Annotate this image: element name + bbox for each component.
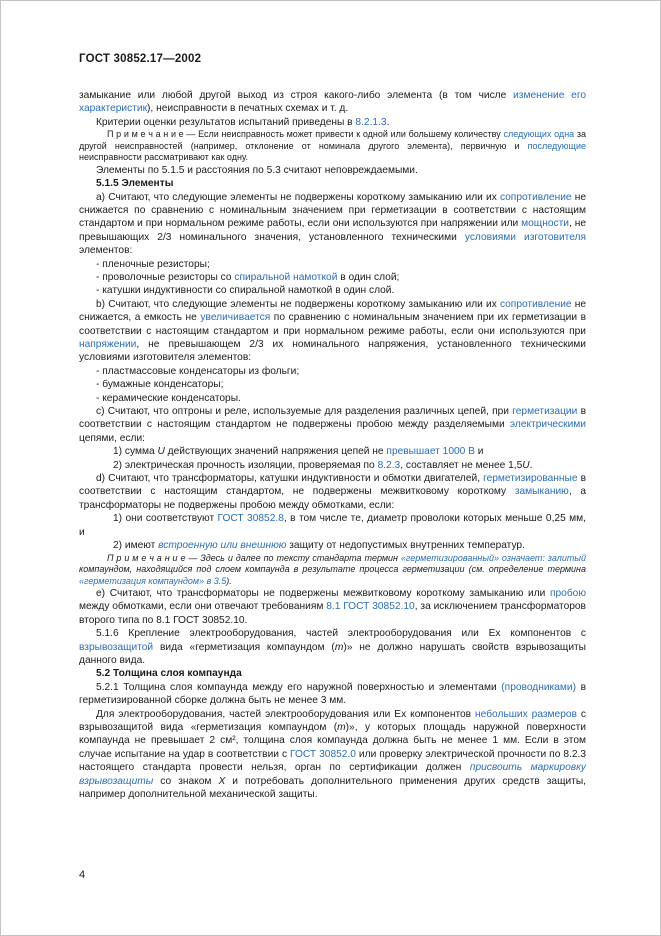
paragraph-item-e: e) Считают, что трансформаторы не подвержены межвитковому короткому замыканию или пробою между обмотками, если они отвечают требованиям 8.1 ГОСТ 30852.10, за исключением трансформаторов второго типа по 8.1 ГОСТ 30852.10. [79, 588, 586, 626]
sub-item-d-1: 1) они соответствуют ГОСТ 30852.8, в том числе те, диаметр проволоки которых меньше 0,25 мм, и [79, 513, 586, 538]
sub-item-c-1: 1) сумма U действующих значений напряжения цепей не превышает 1000 В и [113, 446, 484, 458]
clause-5-1-5-heading: 5.1.5 Элементы [96, 178, 174, 190]
clause-5-1-6-paragraph: 5.1.6 Крепление электрооборудования, частей электрооборудования или Ех компонентов с взрывозащитой вида «герметизация компаундом (m)» не должно нарушать свойств взрывозащиты данного вида. [79, 628, 586, 667]
list-item-wire-resistors: - проволочные резисторы со спиральной намоткой в один слой; [96, 271, 400, 283]
paragraph-small-devices: Для электрооборудования, частей электрооборудования или Ех компонентов небольших размеров с взрывозащитой вида «герметизация компаундом (m)», у которых площадь наружной поверхности компаунда не превышает 2 см², толщина слоя компаунда должна быть не менее 1 мм. Если в этом случае испытание на удар в соответствии с ГОСТ 30852.0 или проверку электрической прочности по 8.2.3 настоящего стандарта провести нельзя, орган по сертификации должен присвоить маркировку взрывозащиты со знаком X и потребовать дополнительного применения других средств защиты, например дополнительной механической защиты. [79, 708, 587, 801]
list-item-film-resistors: - пленочные резисторы; [96, 258, 210, 270]
paragraph-criteria: Критерии оценки результатов испытаний приведены в 8.2.1.3. [96, 116, 390, 128]
section-5-2-heading: 5.2 Толщина слоя компаунда [96, 668, 242, 680]
list-item-plastic-caps: - пластмассовые конденсаторы из фольги; [96, 365, 300, 377]
clause-5-2-1-paragraph: 5.2.1 Толщина слоя компаунда между его наружной поверхностью и элементами (проводниками) в герметизированной сборке должна быть не менее 3 мм. [79, 681, 586, 707]
document-header-title: ГОСТ 30852.17—2002 [79, 53, 202, 65]
document-body [79, 89, 586, 802]
paragraph-item-d: d) Считают, что трансформаторы, катушки индуктивности и обмотки двигателей, герметизированные в соответствии с настоящим стандартом, не подвержены межвитковому короткому замыканию, а трансформаторы не подвержены пробою между обмотками, если: [79, 473, 587, 511]
note-1: П р и м е ч а н и е — Если неисправность может привести к одной или большему количеству следующих одна за другой неисправностей (например, отклонение от номинала другого элемента), первичную и последующие неисправности рассматривают как одну. [79, 129, 587, 163]
list-item-ceramic-caps: - керамические конденсаторы. [96, 392, 241, 404]
paragraph-item-b: b) Считают, что следующие элементы не подвержены короткому замыканию или их сопротивление не снижается, а емкость не увеличивается по сравнению с номинальным значением при их герметизации в соответствии с настоящим стандартом и при нормальном режиме работы, если они используются при напряжении, не превышающем 2/3 их номинального напряжения, установленного техническими условиями изготовителя элементов: [79, 298, 587, 364]
page-number: 4 [79, 869, 86, 881]
continued-paragraph: замыкание или любой другой выход из строя какого-либо элемента (в том числе изменение его характеристик), неисправности в печатных схемах и т. д. [79, 90, 586, 115]
paragraph-item-a: a) Считают, что следующие элементы не подвержены короткому замыканию или их сопротивление не снижается по сравнению с номинальным значением при герметизации в соответствии с настоящим стандартом и при нормальном режиме работы, если они используются при напряжении или мощности, не превышающих 2/3 номинального значения, установленного техническими условиями изготовителя элементов: [79, 191, 587, 257]
list-item-inductors: - катушки индуктивности со спиральной намоткой в один слой. [96, 285, 395, 297]
paragraph-elements-ref: Элементы по 5.1.5 и расстояния по 5.3 считают неповреждаемыми. [96, 164, 418, 176]
note-2: П р и м е ч а н и е — Здесь и далее по тексту стандарта термин «герметизированный» означает: залитый компаундом, находящийся под слоем компаунда в результате процесса герметизации (см. определение термина «герметизация компаундом» в 3.5). [79, 552, 586, 586]
sub-item-d-2: 2) имеют встроенную или внешнюю защиту от недопустимых внутренних температур. [113, 540, 525, 552]
sub-item-c-2: 2) электрическая прочность изоляции, проверяемая по 8.2.3, составляет не менее 1,5U. [113, 459, 533, 471]
paragraph-item-c: c) Считают, что оптроны и реле, используемые для разделения различных цепей, при герметизации в соответствии с настоящим стандартом не подвержены пробою между разделяемыми электрическими цепями, если: [79, 406, 586, 444]
list-item-paper-caps: - бумажные конденсаторы; [96, 379, 224, 391]
